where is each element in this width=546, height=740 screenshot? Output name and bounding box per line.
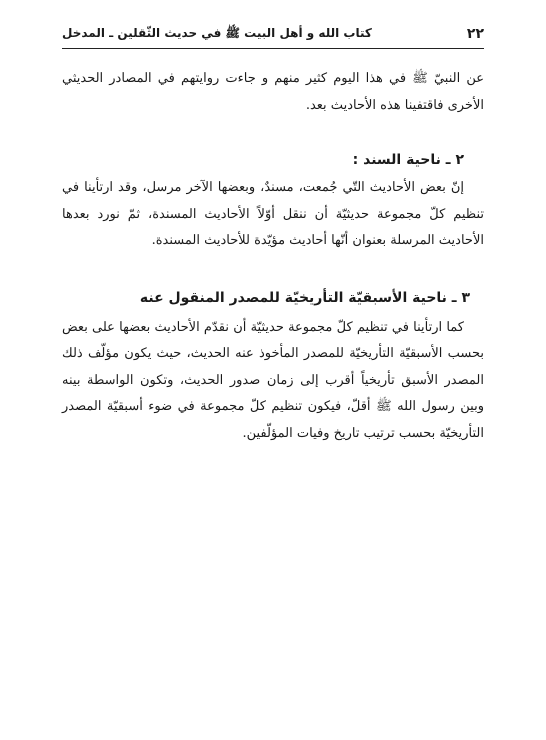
section-3-heading: ٣ ـ ناحية الأسبقيّة التأريخيّة للمصدر المنقول عنه [139, 289, 470, 306]
page-number: ٢٢ [466, 26, 484, 42]
intro-paragraph: عن النبيّ ﷺ في هذا اليوم كثير منهم و جاءت روايتهم في المصادر الحديثي الأخرى فاقتفينا هذه الأحاديث بعد. [62, 71, 484, 113]
running-header-title: كتاب الله و أهل البيت ﷺ في حديث الثّقلين ـ المدخل [62, 25, 372, 40]
page-body [62, 66, 484, 447]
running-header [62, 22, 484, 49]
section-2-paragraph: إنّ بعض الأحاديث التّي جُمعت، مسندٌ، وبعضها الآخر مرسل، وقد ارتأينا في تنظيم كلّ مجموعة حديثيّة أن ننقل أوّلاً الأحاديث المسندة، ثمّ نورد بعدها الأحاديث المرسلة بعنوان أنّها أحاديث مؤيّدة للأحاديث المسندة. [62, 180, 484, 248]
section-3-paragraph: كما ارتأينا في تنظيم كلّ مجموعة حديثيّة أن نقدّم الأحاديث بعضها على بعض بحسب الأسبقيّة التأريخيّة للمصدر المأخوذ عنه الحديث، حيث يكون مؤلّف ذلك المصدر الأسبق تأريخياً أقرب إلى زمان صدور الحديث، وتكون الواسطة بينه وبين رسول الله ﷺ أقلّ، فيكون تنظيم كلّ مجموعة في ضوء أسبقيّة المصدر التأريخيّة بحسب ترتيب تاريخ وفيات المؤلّفين. [62, 319, 484, 441]
section-2-heading: ٢ ـ ناحية السند : [352, 152, 464, 168]
